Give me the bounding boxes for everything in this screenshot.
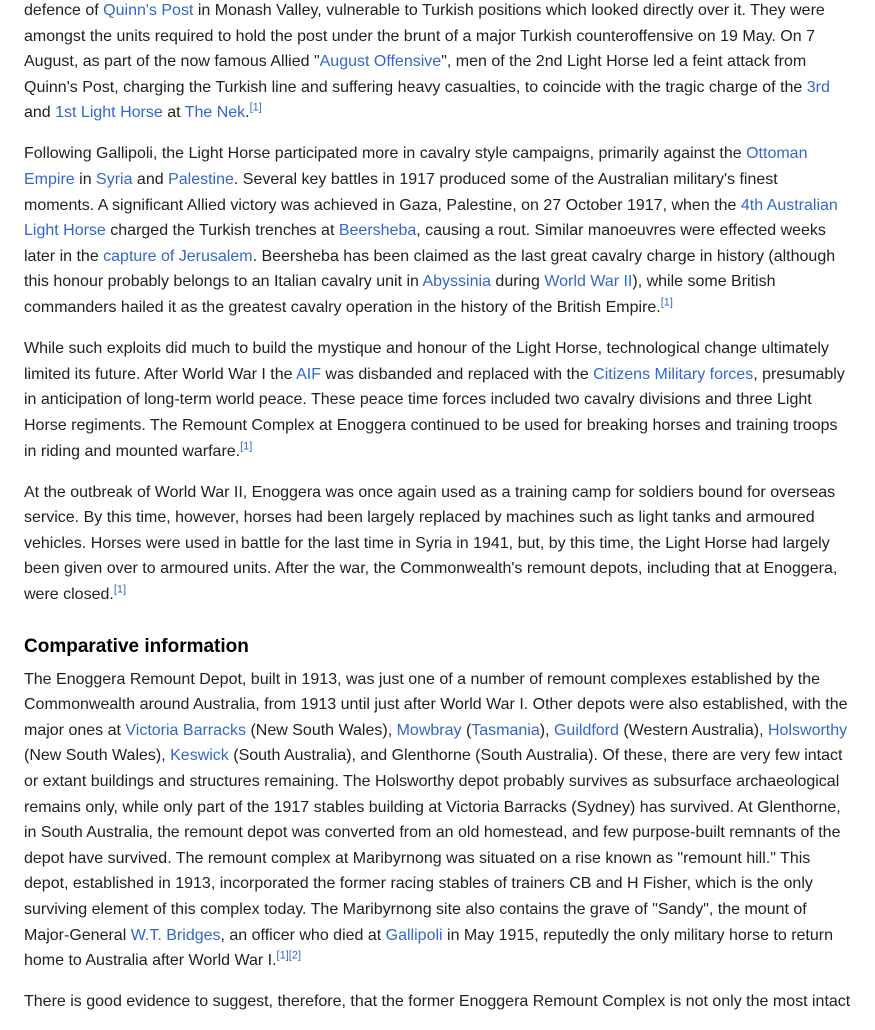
link-3rd[interactable]: 3rd xyxy=(806,78,830,96)
paragraph-palestine: Following Gallipoli, the Light Horse participated more in cavalry style campaigns, primarily against the Ottoman Empire in Syria and Palestine. Several key battles in 1917 produced some of the Australian military's finest moments. A significant Allied victory was achieved in Gaza, Palestine, on 27 October 1917, when the 4th Australian Light Horse charged the Turkish trenches at Beersheba, causing a rout. Similar manoeuvres were effected weeks later in the capture of Jerusalem. Beersheba has been claimed as the last great cavalry charge in history (although this honour probably belongs to an Italian cavalry unit in Abyssinia during World War II), while some British commanders hailed it as the greatest cavalry operation in the history of the British Empire.[1] xyxy=(24,145,838,317)
link-holsworthy[interactable]: Holsworthy xyxy=(768,721,848,739)
reference-link[interactable]: [1] xyxy=(113,583,127,596)
link-palestine[interactable]: Palestine xyxy=(168,171,234,189)
link-august-offensive[interactable]: August Offensive xyxy=(319,53,442,71)
link-world-war-ii[interactable]: World War II xyxy=(544,273,633,291)
reference-link[interactable]: [1] xyxy=(249,102,262,115)
paragraph-after-war: While such exploits did much to build the mystique and honour of the Light Horse, technological change ultimately limited its future. After World War I the AIF was disbanded and replaced with the Citizens Military forces, presumably in anticipation of long-term world peace. These peace time forces included two cavalry divisions and three Light Horse regiments. The Remount Complex at Enoggera continued to be used for breaking horses and training troops in riding and mounted warfare.[1] xyxy=(24,340,845,460)
link-keswick[interactable]: Keswick xyxy=(170,747,229,765)
link-1st-light-horse[interactable]: 1st Light Horse xyxy=(55,104,163,122)
reference-link[interactable]: [1] xyxy=(660,296,673,309)
section-heading-comparative: Comparative information xyxy=(24,635,249,657)
link-ottoman-empire[interactable]: Ottoman Empire xyxy=(24,145,808,189)
paragraph-evidence: There is good evidence to suggest, therefore, that the former Enoggera Remount Complex is not only the most intact xyxy=(24,993,851,1011)
link-quinns-post[interactable]: Quinn's Post xyxy=(103,2,194,19)
link-beersheba[interactable]: Beersheba xyxy=(338,222,417,240)
link-4th-australian-light-horse[interactable]: 4th Australian Light Horse xyxy=(24,196,838,240)
link-aif[interactable]: AIF xyxy=(296,365,321,383)
link-abyssinia[interactable]: Abyssinia xyxy=(422,273,491,291)
link-gallipoli[interactable]: Gallipoli xyxy=(385,926,443,944)
reference-link[interactable]: [1] xyxy=(240,440,253,453)
link-the-nek[interactable]: The Nek xyxy=(184,104,246,122)
paragraph-ww2: At the outbreak of World War II, Enoggera was once again used as a training camp for soldiers bound for overseas service. By this time, however, horses had been largely replaced by machines such as light tanks and armoured vehicles. Horses were used in battle for the last time in Syria in 1941, but, by this time, the Light Horse had largely been given over to armoured units. After the war, the Commonwealth's remount depots, including that at Enoggera, were closed.[1] xyxy=(24,483,838,603)
link-capture-of-jerusalem[interactable]: capture of Jerusalem xyxy=(103,247,253,265)
link-guildford[interactable]: Guildford xyxy=(553,721,619,739)
link-citizens-military-forces[interactable]: Citizens Military forces xyxy=(593,365,754,383)
reference-link[interactable]: [2] xyxy=(288,949,302,962)
paragraph-comparative: The Enoggera Remount Depot, built in 1913, was just one of a number of remount complexes established by the Commonwealth around Australia, from 1913 until just after World War I. Other depots were also established, with the major ones at Victoria Barracks (New South Wales), Mowbray (Tasmania), Guildford (Western Australia), Holsworthy (New South Wales), Keswick (South Australia), and Glenthorne (South Australia). Of these, there are very few intact or extant buildings and structures remaining. The Holsworthy depot probably survives as subsurface archaeological remains only, while only part of the 1917 stables building at Victoria Barracks (Sydney) has survived. At Glenthorne, in South Australia, the remount depot was converted from an old homestead, and few purpose-built remnants of the depot have survived. The remount complex at Maribyrnong was situated on a rise known as "remount hill." This depot, established in 1913, incorporated the former racing stables of trainers CB and H Fisher, which is the only surviving element of this complex today. The Maribyrnong site also contains the grave of "Sandy", the mount of Major-General W.T. Bridges, an officer who died at Gallipoli in May 1915, reputedly the only military horse to return home to Australia after World War I.[1][2] xyxy=(24,670,848,970)
link-syria[interactable]: Syria xyxy=(96,171,133,189)
link-victoria-barracks[interactable]: Victoria Barracks xyxy=(125,721,247,739)
link-mowbray[interactable]: Mowbray xyxy=(396,721,462,739)
article-body xyxy=(24,0,852,1030)
link-tasmania[interactable]: Tasmania xyxy=(471,721,540,739)
link-wt-bridges[interactable]: W.T. Bridges xyxy=(130,926,221,944)
paragraph-gallipoli: defence of Quinn's Post in Monash Valley, vulnerable to Turkish positions which looked directly over it. They were amongst the units required to hold the post under the brunt of a major Turkish counteroffensive on 19 May. On 7 August, as part of the now famous Allied "August Offensive", men of the 2nd Light Horse led a feint attack from Quinn's Post, charging the Turkish line and suffering heavy casualties, to coincide with the tragic charge of the 3rd and 1st Light Horse at The Nek.[1] xyxy=(24,2,830,122)
reference-link[interactable]: [1] xyxy=(276,949,289,962)
